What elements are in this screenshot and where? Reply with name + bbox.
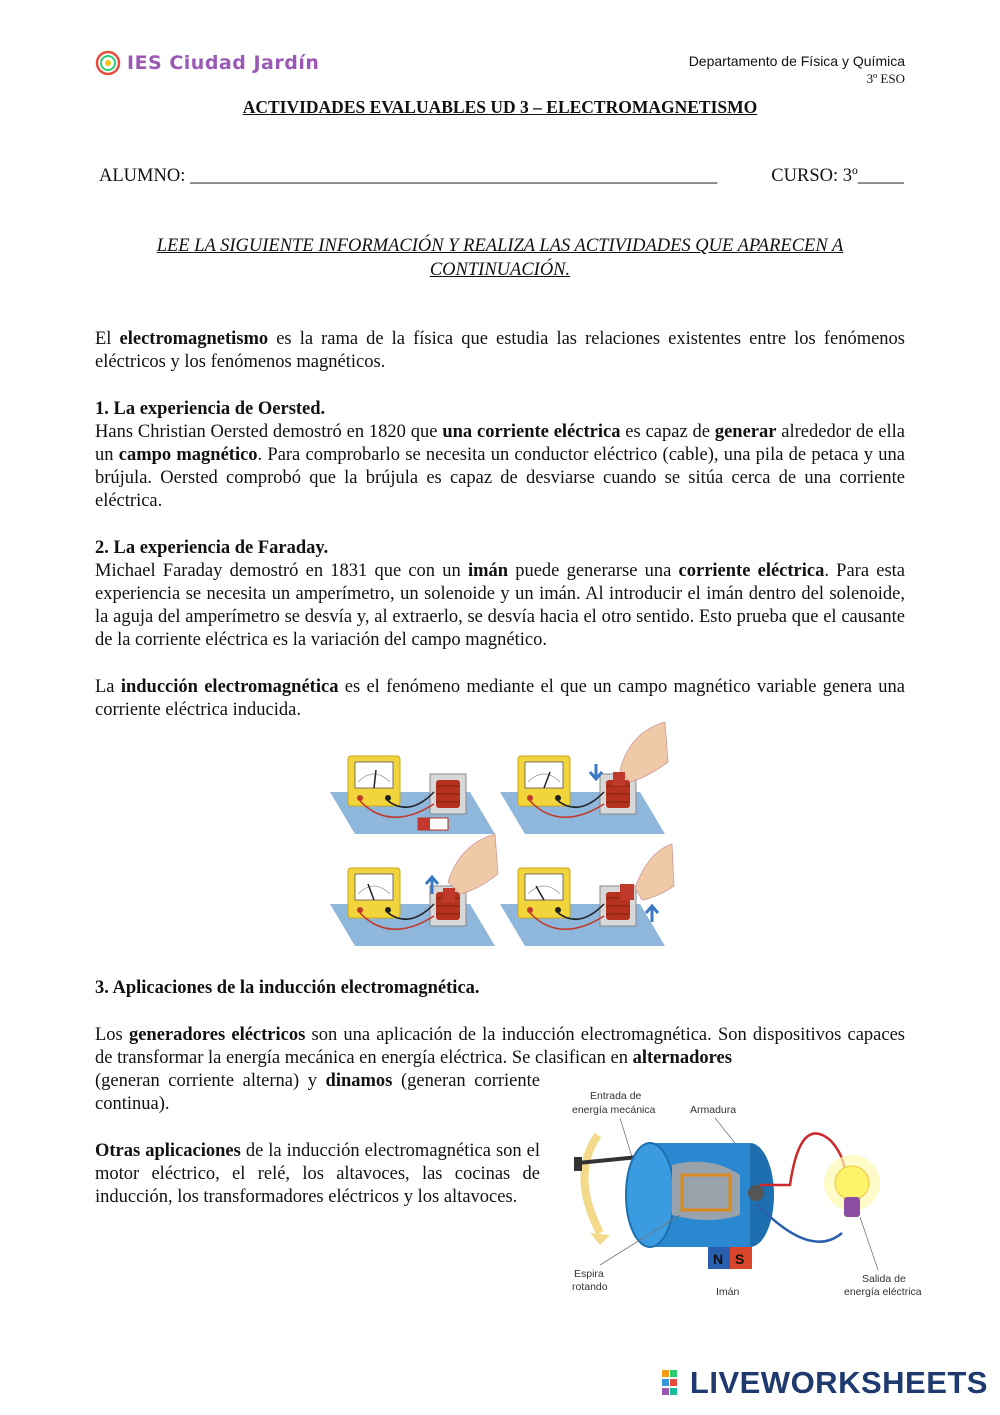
magnet-north-icon	[418, 818, 430, 830]
instructions: LEE LA SIGUIENTE INFORMACIÓN Y REALIZA LAS ACTIVIDADES QUE APARECEN A CONTINUACIÓN.	[156, 236, 844, 280]
alumno-field[interactable]	[99, 166, 717, 187]
label-input-2: energía mecánica	[572, 1104, 656, 1116]
department-header	[689, 53, 905, 87]
leader-line	[620, 1118, 632, 1157]
crank-grip-icon	[574, 1157, 582, 1171]
alumno-blank[interactable]: _________________________________________________________	[189, 166, 718, 186]
magnet-icon	[613, 772, 625, 786]
section-applications	[95, 977, 905, 1000]
watermark-text: LIVEWORKSHEETS	[689, 1365, 988, 1400]
generator-front	[626, 1143, 674, 1247]
label-loop-2: rotando	[572, 1281, 608, 1293]
department-name: Departamento de Física y Química	[688, 53, 905, 69]
magnet-icon	[443, 888, 455, 902]
pole-s-label: S	[735, 1251, 745, 1267]
commutator-icon	[748, 1185, 764, 1201]
label-loop-1: Espira	[574, 1268, 604, 1280]
induction-paragraph: La inducción electromagnética es el fenómeno mediante el que un campo magnético variable genera una corriente eléctrica inducida.	[95, 677, 906, 720]
section-oersted	[95, 398, 905, 513]
label-output-2: energía eléctrica	[844, 1286, 922, 1298]
curso-field[interactable]	[771, 166, 904, 187]
pole-n-label: N	[713, 1251, 724, 1267]
faraday-experiment-figure	[330, 722, 675, 950]
curso-blank[interactable]: _____	[857, 166, 904, 186]
course-label: 3º ESO	[866, 71, 905, 86]
generator-figure	[560, 1085, 930, 1305]
liveworksheets-watermark[interactable]	[662, 1365, 988, 1401]
label-output-1: Salida de	[862, 1273, 906, 1285]
curso-label: CURSO: 3º	[771, 166, 858, 186]
page-title: ACTIVIDADES EVALUABLES UD 3 – ELECTROMAGNETISMO	[242, 97, 758, 117]
section-applications-heading: 3. Aplicaciones de la inducción electromagnética.	[95, 978, 480, 998]
generators-paragraph-cont: (generan corriente alterna) y dinamos (generan corriente continua).	[95, 1071, 540, 1114]
intro-paragraph: El electromagnetismo es la rama de la física que estudia las relaciones existentes entre los fenómenos eléctricos y los fenómenos magnéticos.	[95, 329, 905, 372]
leader-line	[860, 1217, 878, 1270]
liveworksheets-logo-icon	[662, 1370, 686, 1396]
other-applications-paragraph: Otras aplicaciones de la inducción electromagnética son el motor eléctrico, el relé, los altavoces, las cocinas de inducción, los transformadores eléctricos y los altavoces.	[95, 1141, 541, 1207]
section-oersted-heading: 1. La experiencia de Oersted.	[95, 399, 326, 419]
section-faraday	[95, 537, 905, 652]
label-input-1: Entrada de	[590, 1090, 642, 1102]
rotation-arrowhead-icon	[590, 1233, 610, 1245]
label-armature: Armadura	[690, 1104, 737, 1116]
section-oersted-text: Hans Christian Oersted demostró en 1820 que una corriente eléctrica es capaz de generar alrededor de ella un campo magnético. Para comprobarlo se necesita un conductor eléctrico (cable), una pila de petaca y una brújula. Oersted comprobó que la brújula es capaz de desviarse cuando se sitúa cerca de una corriente eléctrica.	[95, 422, 905, 511]
student-info-row	[99, 166, 904, 187]
hand-icon	[620, 722, 668, 782]
school-logo	[95, 50, 319, 76]
bulb-base-icon	[844, 1197, 860, 1217]
light-bulb-icon	[835, 1166, 869, 1200]
leader-line	[715, 1118, 735, 1143]
section-faraday-text: Michael Faraday demostró en 1831 que con un imán puede generarse una corriente eléctrica. Para esta experiencia se necesita un amperímetro, un solenoide y un imán. Al introducir el imán dentro del solenoide, la aguja del amperímetro se desvía y, al extraerlo, se desvía hacia el otro sentido. Esto prueba que el causante de la corriente eléctrica es la variación del campo magnético.	[95, 561, 905, 650]
generators-paragraph: Los generadores eléctricos son una aplicación de la inducción electromagnética. Son dispositivos capaces de transformar la energía mecánica en energía eléctrica. Se clasifican en alternadores	[95, 1025, 906, 1068]
rotation-arrow-icon	[584, 1135, 600, 1233]
school-name: IES Ciudad Jardín	[127, 52, 320, 74]
magnet-icon	[620, 884, 634, 900]
alumno-label: ALUMNO:	[99, 166, 190, 186]
section-faraday-heading: 2. La experiencia de Faraday.	[95, 538, 329, 558]
hand-icon	[635, 844, 674, 900]
school-logo-icon	[95, 50, 121, 76]
hand-icon	[448, 834, 498, 894]
label-magnet: Imán	[716, 1286, 740, 1298]
faraday-panel-1	[330, 756, 495, 834]
